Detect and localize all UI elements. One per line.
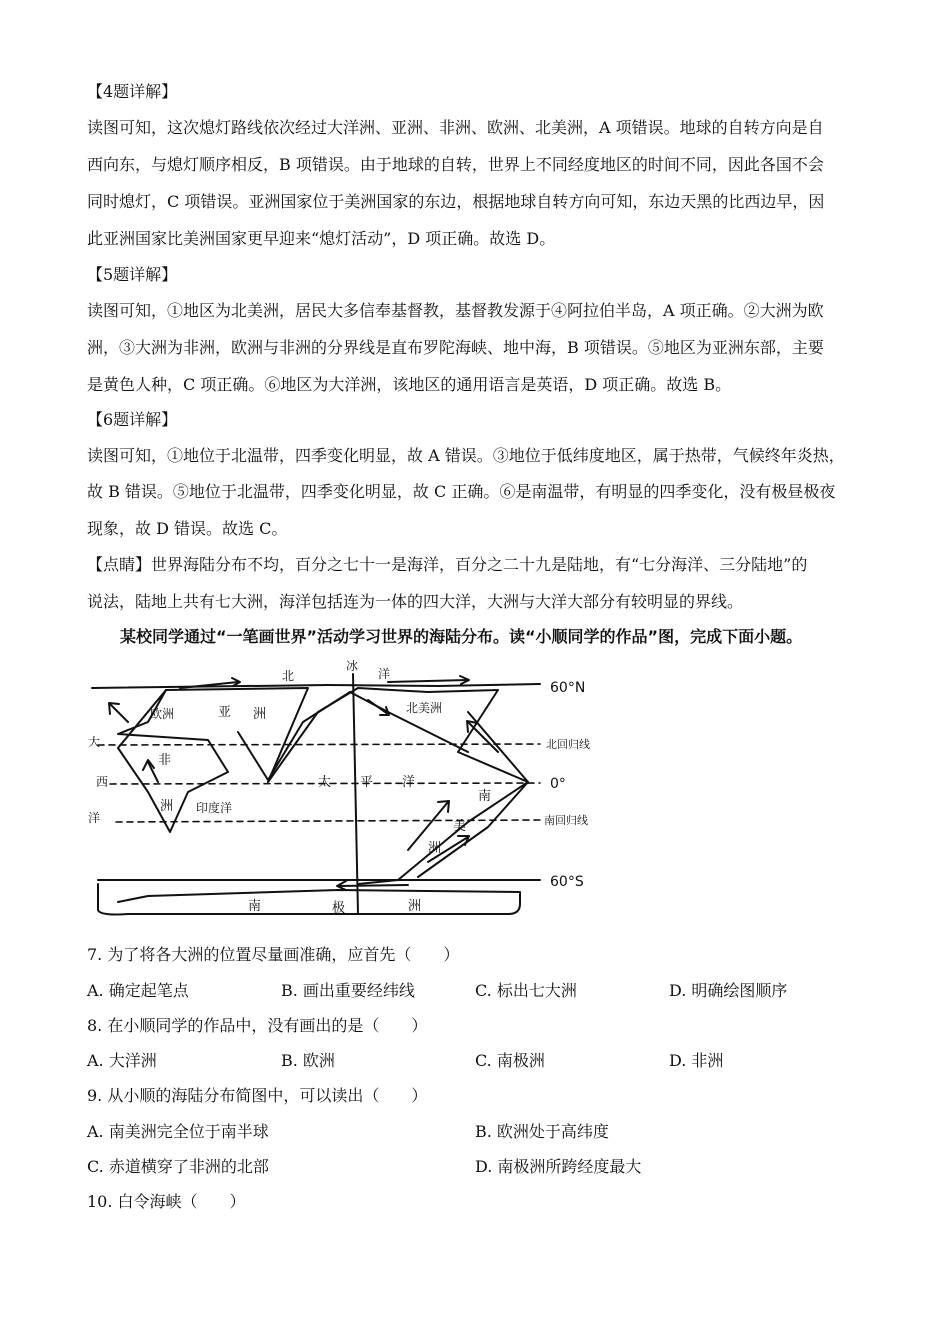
- label-arctic-2: 冰: [346, 659, 359, 673]
- label-south-america-2: 美: [453, 819, 467, 834]
- question-7-option-d[interactable]: D. 明确绘图顺序: [669, 981, 788, 1000]
- label-arctic-3: 洋: [378, 667, 391, 681]
- label-south-america-1: 南: [478, 789, 492, 804]
- q4-text-line-1: 读图可知，这次熄灯路线依次经过大洋洲、亚洲、非洲、欧洲、北美洲，A 项错误。地球的自转方向是自: [87, 118, 824, 137]
- question-9-option-c[interactable]: C. 赤道横穿了非洲的北部: [87, 1157, 269, 1176]
- q5-heading: 【5题详解】: [87, 265, 178, 284]
- q5-text-line-1: 读图可知，①地区为北美洲，居民大多信奉基督教，基督教发源于④阿拉伯半岛，A 项正确。②大洲为欧: [87, 301, 824, 320]
- label-africa-1: 非: [158, 753, 172, 768]
- label-asia-2: 洲: [253, 707, 267, 722]
- label-indian-ocean: 印度洋: [196, 801, 233, 815]
- arrow-top-right: [388, 680, 468, 682]
- label-tropic-capricorn: 南回归线: [544, 814, 588, 827]
- q4-text-line-2: 西向东，与熄灯顺序相反，B 项错误。由于地球的自转，世界上不同经度地区的时间不同，因此各国不会: [87, 155, 824, 174]
- q4-heading: 【4题详解】: [87, 82, 178, 101]
- question-8-option-b[interactable]: B. 欧洲: [281, 1051, 335, 1070]
- q5-text-line-2: 洲，③大洲为非洲，欧洲与非洲的分界线是直布罗陀海峡、地中海，B 项错误。⑤地区为亚洲东部，主要: [87, 338, 824, 357]
- central-meridian-line: [353, 674, 358, 914]
- q5-text-line-3: 是黄色人种，C 项正确。⑥地区为大洋洲，该地区的通用语言是英语，D 项正确。故选 B。: [87, 375, 732, 394]
- label-60n: 60°N: [550, 680, 586, 696]
- question-9-option-d[interactable]: D. 南极洲所跨经度最大: [475, 1157, 642, 1176]
- question-8-option-c[interactable]: C. 南极洲: [475, 1051, 545, 1070]
- arrow-left-bottom: [338, 885, 408, 886]
- q4-text-line-4: 此亚洲国家比美洲国家更早迎来“熄灯活动”，D 项正确。故选 D。: [87, 229, 556, 248]
- label-arctic-1: 北: [282, 669, 295, 683]
- label-tropic-cancer: 北回归线: [546, 738, 590, 751]
- question-8-option-d[interactable]: D. 非洲: [669, 1051, 724, 1070]
- world-sketch-figure: [88, 652, 608, 922]
- question-group-intro: 某校同学通过“一笔画世界”活动学习世界的海陆分布。读“小顺同学的作品”图，完成下面小题。: [120, 627, 803, 646]
- label-equator: 0°: [550, 776, 566, 792]
- question-8-stem: 8. 在小顺同学的作品中，没有画出的是（ ）: [87, 1016, 428, 1035]
- label-asia-1: 亚: [218, 705, 232, 720]
- tip-text-line-2: 说法，陆地上共有七大洲，海洋包括连为一体的四大洋，大洲与大洋大部分有较明显的界线。: [87, 592, 744, 611]
- label-north-america: 北美洲: [406, 701, 443, 715]
- lat-line-60n: [92, 684, 540, 688]
- label-pacific-1: 太: [318, 775, 332, 790]
- q6-heading: 【6题详解】: [87, 410, 178, 429]
- arrow-mid-right: [468, 722, 498, 752]
- question-8-option-a[interactable]: A. 大洋洲: [87, 1051, 157, 1070]
- arrow-left-top: [110, 704, 128, 722]
- tip-text-line-1: 【点睛】世界海陆分布不均，百分之七十一是海洋，百分之二十九是陆地，有“七分海洋、三分陆地”的: [87, 555, 808, 574]
- label-pacific-3: 洋: [402, 775, 416, 790]
- label-atlantic-2: 西: [96, 775, 109, 789]
- question-9-stem: 9. 从小顺的海陆分布简图中，可以读出（ ）: [87, 1086, 428, 1105]
- question-7-option-c[interactable]: C. 标出七大洲: [475, 981, 577, 1000]
- q6-text-line-1: 读图可知，①地位于北温带，四季变化明显，故 A 错误。③地位于低纬度地区，属于热带，气候终年炎热，: [87, 446, 845, 465]
- label-antarctica-2: 极: [332, 901, 346, 916]
- question-10-stem: 10. 白令海峡（ ）: [87, 1192, 246, 1211]
- q6-text-line-2: 故 B 错误。⑤地位于北温带，四季变化明显，故 C 正确。⑥是南温带，有明显的四季变化，没有极昼极夜: [87, 482, 836, 501]
- q4-text-line-3: 同时熄灯，C 项错误。亚洲国家位于美洲国家的东边，根据地球自转方向可知，东边天黑的比西边早，因: [87, 192, 825, 211]
- question-7-option-a[interactable]: A. 确定起笔点: [87, 981, 189, 1000]
- antarctica-outline: [98, 884, 520, 915]
- label-antarctica-3: 洲: [408, 899, 422, 914]
- lat-line-tropic-cancer: [98, 744, 540, 745]
- lat-line-tropic-capricorn: [116, 820, 540, 822]
- question-7-stem: 7. 为了将各大洲的位置尽量画准确，应首先（ ）: [87, 945, 460, 964]
- label-europe: 欧洲: [150, 707, 175, 721]
- label-60s: 60°S: [550, 874, 584, 890]
- q6-text-line-3: 现象，故 D 错误。故选 C。: [87, 519, 288, 538]
- question-7-option-b[interactable]: B. 画出重要经纬线: [281, 981, 415, 1000]
- question-9-option-a[interactable]: A. 南美洲完全位于南半球: [87, 1122, 269, 1141]
- question-9-option-b[interactable]: B. 欧洲处于高纬度: [475, 1122, 609, 1141]
- label-africa-2: 洲: [160, 799, 174, 814]
- label-antarctica-1: 南: [248, 899, 262, 914]
- label-pacific-2: 平: [360, 775, 374, 790]
- label-atlantic-3: 洋: [88, 811, 101, 825]
- label-south-america-3: 洲: [428, 841, 442, 856]
- label-atlantic-1: 大: [88, 735, 101, 749]
